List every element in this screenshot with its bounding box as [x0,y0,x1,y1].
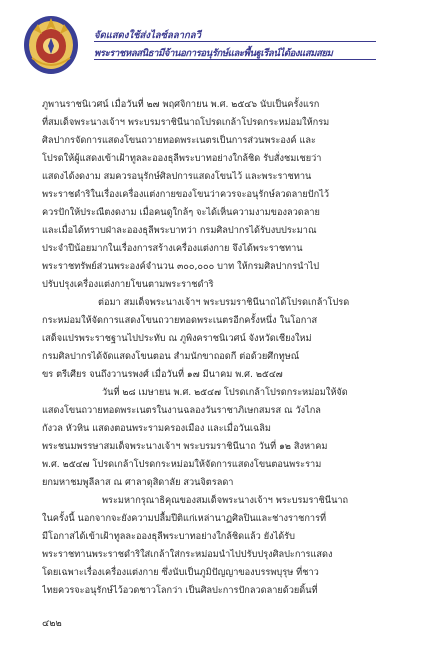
text-line: โปรดให้ผู้แสดงเข้าเฝ้าทูลละอองธุลีพระบาทอย่างใกล้ชิด รับสั่งชมเชยว่า [42,153,322,164]
text-line: มีโอกาสได้เข้าเฝ้าทูลละอองธุลีพระบาทอย่างใกล้ชิดแล้ว ยังได้รับ [42,531,295,542]
text-line: พระชนมพรรษาสมเด็จพระนางเจ้าฯ พระบรมราชินีนาถ วันที่ ๑๒ สิงหาคม [42,441,328,452]
text-line: ยกมหาชมพูลีลาส ณ ศาลาดุสิดาลัย สวนจิตรลดา [42,477,234,488]
text-line: พระราชทรัพย์ส่วนพระองค์จำนวน ๓๐๐,๐๐๐ บาท ให้กรมศิลปากรนำไป [42,261,320,272]
text-line: และเมื่อได้ทราบฝ่าละอองธุลีพระบาทว่า กรมศิลปากรได้รับงบประมาณ [42,225,317,236]
text-line: แสดงได้งดงาม สมควรอนุรักษ์ศิลปการแสดงโขนไว้ และพระราชทาน [42,171,312,182]
text-line: ภูพานราชนิเวศน์ เมื่อวันที่ ๒๗ พฤศจิกายน พ.ศ. ๒๕๔๖ นับเป็นครั้งแรก [42,99,320,110]
text-line: โดยเฉพาะเรื่องเครื่องแต่งกาย ซึ่งนับเป็นภูมิปัญญาของบรรพบุรุษ ที่ชาว [42,567,319,578]
header-rule-bottom [94,59,376,60]
text-line: ไทยควรจะอนุรักษ์ไว้อวดชาวโลกว่า เป็นศิลปะการปักลวดลายด้วยดิ้นที่ [42,585,318,596]
paragraph-start-line: พระมหากรุณาธิคุณของสมเด็จพระนางเจ้าฯ พระบรมราชินีนาถ [102,495,349,506]
header-title-line-2: พระราชหลสนิธามีจ้านอการอนุรักษ์และพื้นฐูเรีลน์ได้องแสมสยม [94,48,333,59]
page-header [0,0,432,80]
text-line: ควรปักให้ประณีตงดงาม เมื่อคนดูใกล้ๆ จะได้เห็นความงามของลวดลาย [42,207,320,218]
text-line: ประจำปีน้อยมากในเรื่องการสร้างเครื่องแต่งกาย จึงได้พระราชทาน [42,243,303,254]
text-line: พระราชทานพระราชดำริใส่เกล้าใส่กระหม่อมนำไปปรับปรุงศิลปะการแสดง [42,549,333,560]
text-line: กระหม่อมให้จัดการแสดงโขนถวายทอดพระเนตรอีกครั้งหนึ่ง ในโอกาส [42,315,318,326]
text-line: ในครั้งนี้ นอกจากจะยังความปลื้มปีติแก่เหล่านาฏศิลปินและช่างราชการที่ [42,513,327,524]
header-rule-top [94,41,376,42]
header-title-line-1: จัดแสดงใช้ส่งไลซ์ลลากลวี [94,30,201,41]
text-line: พระราชดำริในเรื่องเครื่องแต่งกายของโขนว่าควรจะอนุรักษ์ลวดลายปักไว้ [42,189,329,200]
emblem-logo-icon [20,10,82,76]
text-line: ที่สมเด็จพระนางเจ้าฯ พระบรมราชินีนาถโปรดเกล้าโปรดกระหม่อมให้กรม [42,117,330,128]
body-text [42,96,394,600]
text-line: ปรับปรุงเครื่องแต่งกายโขนตามพระราชดำริ [42,279,214,290]
text-line: ศิลปากรจัดการแสดงโขนถวายทอดพระเนตรเป็นการส่วนพระองค์ และ [42,135,316,146]
paragraph-start-line: วันที่ ๒๘ เมษายน พ.ศ. ๒๕๔๗ โปรดเกล้าโปรดกระหม่อมให้จัด [102,387,348,398]
text-line: แสดงโขนถวายทอดพระเนตรในงานฉลองวันราชาภิเษกสมรส ณ วังไกล [42,405,321,416]
text-line: กังวล หัวหิน แสดงตอนพระรามครองเมือง และเมื่อวันเฉลิม [42,423,271,434]
text-line: เสด็จแปรพระราชฐานไปประทับ ณ ภูพิงคราชนิเวศน์ จังหวัดเชียงใหม่ [42,333,312,344]
text-line: กรมศิลปากรได้จัดแสดงโขนตอน สำมนักขาถอดกี ต่อด้วยศึกทูษณ์ [42,351,300,362]
text-line: พ.ศ. ๒๕๔๗ โปรดเกล้าโปรดกระหม่อมให้จัดการแสดงโขนตอนพระราม [42,459,322,470]
text-line: ขร ตรีเศียร จนถึงวานรพงศ์ เมื่อวันที่ ๑๗ มีนาคม พ.ศ. ๒๕๔๗ [42,369,283,380]
paragraph-start-line: ต่อมา สมเด็จพระนางเจ้าฯ พระบรมราชินีนาถได้โปรดเกล้าโปรด [98,297,350,308]
page-number: ๔๒๒ [42,618,62,629]
